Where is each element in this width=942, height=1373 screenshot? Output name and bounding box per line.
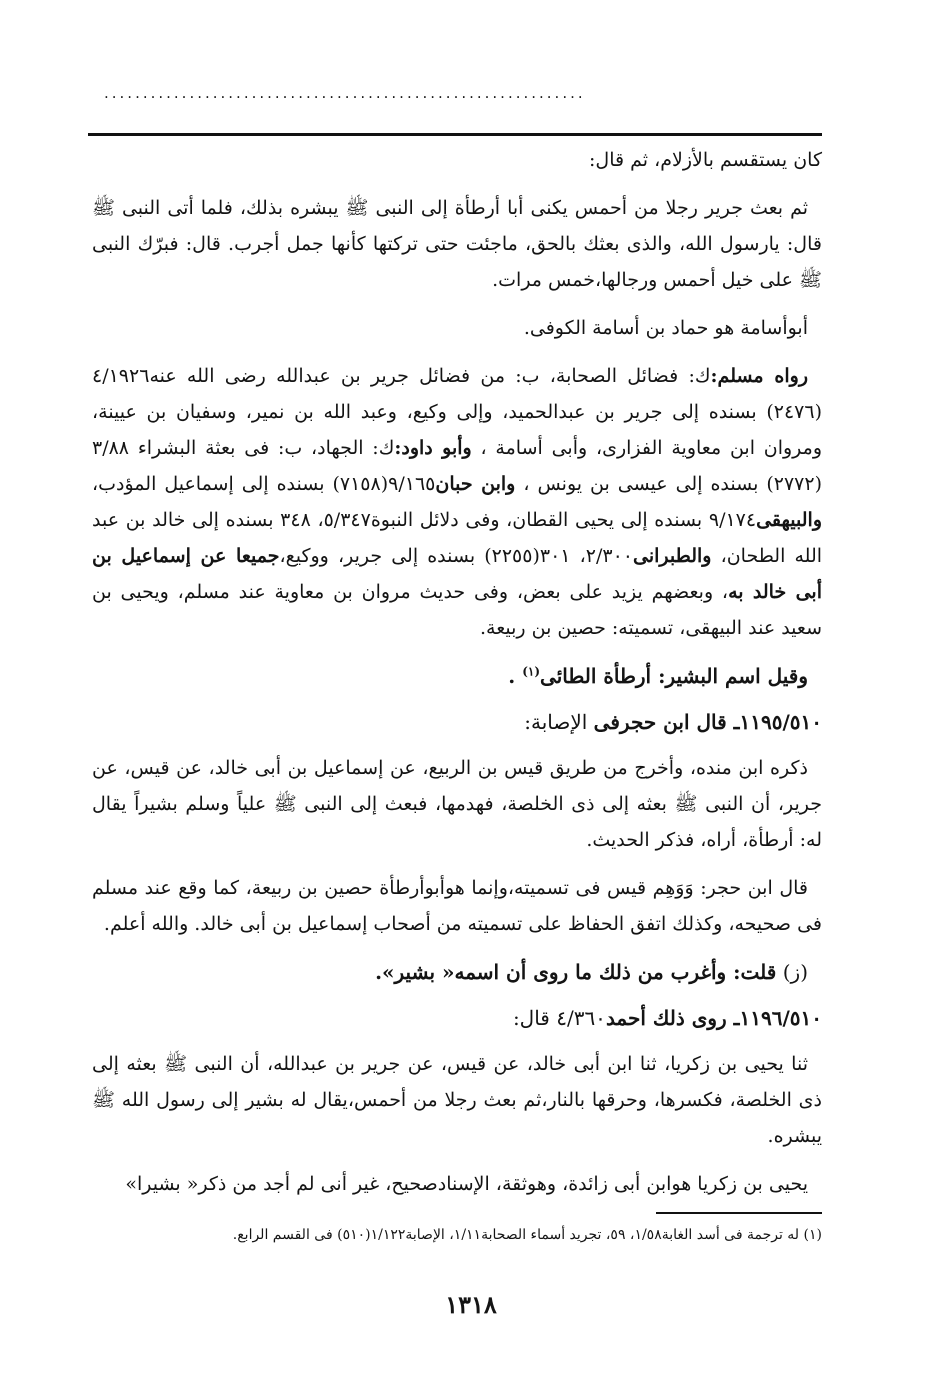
paragraph-takhrij [92, 358, 822, 646]
heading-bashir-name [92, 658, 822, 694]
paragraph-ibn-mandah: ذكره ابن منده، وأخرج من طريق قيس بن الربيع، عن إسماعيل بن أبى خالد، عن قيس، عن جرير، أن النبى ﷺ بعثه إلى ذى الخلصة، فهدمها، فبعث إلى النبى ﷺ علياً وسلم بشيراً يقال له: أرطأة، أراه، فذكر الحديث. [92, 757, 822, 851]
bashir-name-text: وقيل اسم البشير: أرطأة الطائى [540, 664, 808, 688]
header-dot-leader: .............................................................. [104, 86, 586, 100]
entry-dash: ـ [726, 1006, 740, 1030]
takhrij-tabarani: والطبرانى [633, 545, 712, 567]
takhrij-lead: رواه مسلم: [710, 365, 808, 387]
entry-number-1196: ١١٩٦/٥١٠ [739, 1006, 822, 1030]
entry-dash: ـ [726, 710, 740, 734]
paragraph-ahmad-hadith: ثنا يحيى بن زكريا، ثنا ابن أبى خالد، عن قيس، عن جرير بن عبدالله، أن النبى ﷺ بعثه إلى ذى الخلصة، فكسرها، وحرقها بالنار،ثم بعث رجلا من أحمس،يقال له بشير إلى رسول الله ﷺ يبشره. [92, 1053, 822, 1147]
entry-source-1196: ٤/٣٦٠ قال: [512, 1006, 606, 1030]
heading-entry-1196 [92, 1000, 822, 1036]
qultu-marker: (ز) [776, 960, 808, 984]
entry-title-1196: روى ذلك أحمد [605, 1006, 727, 1030]
takhrij-part1: ك: فضائل الصحابة، ب: من فضائل جرير بن عبدالله رضى الله عنه٤/١٩٢٦ (٢٤٧٦) بسنده إلى جرير بن عبدالحميد، وإلى وكيع، وعبد الله بن نمير، وسفيان بن عيينة، ومروان ابن معاوية الفزارى، وأبى أسامة ، [92, 365, 823, 459]
bashir-name-end: . [508, 664, 523, 688]
takhrij-part3: ٩/١٦٥(٧١٥٨) بسنده إلى إسماعيل المؤدب، [92, 473, 436, 495]
takhrij-part6: ، وبعضهم يزيد على بعض، وفى حديث مروان بن معاوية عند مسلم، ويحيى بن سعيد عند البيهقى، تسميته: حصين بن ربيعة. [92, 581, 822, 639]
paragraph-intro: كان يستقسم بالأزلام، ثم قال: [589, 149, 822, 171]
paragraph-narration: ثم بعث جرير رجلا من أحمس يكنى أبا أرطأة إلى النبى ﷺ يبشره بذلك، فلما أتى النبى ﷺ قال: يارسول الله، والذى بعثك بالحق، ماجئت حتى تركتها كأنها جمل أجرب. قال: فبرّك النبى ﷺ على خيل أحمس ورجالها،خمس مرات. [92, 197, 822, 291]
entry-number-1195: ١١٩٥/٥١٠ [739, 710, 822, 734]
main-text [92, 142, 822, 1214]
paragraph-yahya: يحيى بن زكريا هوابن أبى زائدة، وهوثقة، الإسنادصحيح، غير أنى لم أجد من ذكر« بشيرا» [125, 1173, 808, 1195]
heading-entry-1195 [92, 704, 822, 740]
takhrij-part5: ٢/٣٠٠، ٣٠١(٢٢٥٥) بسنده إلى جرير، ووكيع، [279, 545, 633, 567]
page-number: ١٣١٨ [445, 1290, 497, 1319]
qultu-text: قلت: وأغرب من ذلك ما روى أن اسمه« بشير». [375, 960, 777, 984]
header-rule [88, 133, 822, 136]
entry-source-1195: الإصابة: [524, 710, 594, 734]
takhrij-jamian: جميعا عن إسماعيل بن أبى خالد به [92, 545, 822, 603]
paragraph-ibn-hajar: قال ابن حجر: وَوَهِم قيس فى تسميته،وإنما هوأبوأرطأة حصين بن ربيعة، كما وقع عند مسلم فى صحيحه، وكذلك اتفق الحفاظ على تسميته من أصحاب إسماعيل بن أبى خالد. والله أعلم. [92, 877, 822, 935]
footnote-rule [656, 1212, 822, 1214]
takhrij-abu-dawud: وأبو داود: [394, 437, 472, 459]
paragraph-abu-usama: أبوأسامة هو حماد بن أسامة الكوفى. [523, 317, 808, 339]
heading-qultu [92, 954, 822, 990]
takhrij-part4: ٩/١٧٤ بسنده إلى يحيى القطان، وفى دلائل النبوة٥/٣٤٧، ٣٤٨ بسنده إلى خالد بن عبد الله الطحان، [92, 509, 823, 567]
takhrij-part2: ك: الجهاد، ب: فى بعثة البشراء ٣/٨٨ (٢٧٧٢) بسنده إلى عيسى بن يونس ، [92, 437, 822, 495]
footnote: (١) له ترجمة فى أسد الغابة١/٥٨، ٥٩، تجريد أسماء الصحابة١/١١، الإصابة١/١٢٢(٥١٠) فى القسم الرابع. [232, 1227, 822, 1243]
takhrij-bayhaqi: والبيهقى [756, 509, 823, 531]
entry-title-1195: قال ابن حجرفى [593, 710, 727, 734]
footnote-ref: (١) [522, 664, 541, 679]
takhrij-ibn-hibban: وابن حبان [435, 473, 516, 495]
